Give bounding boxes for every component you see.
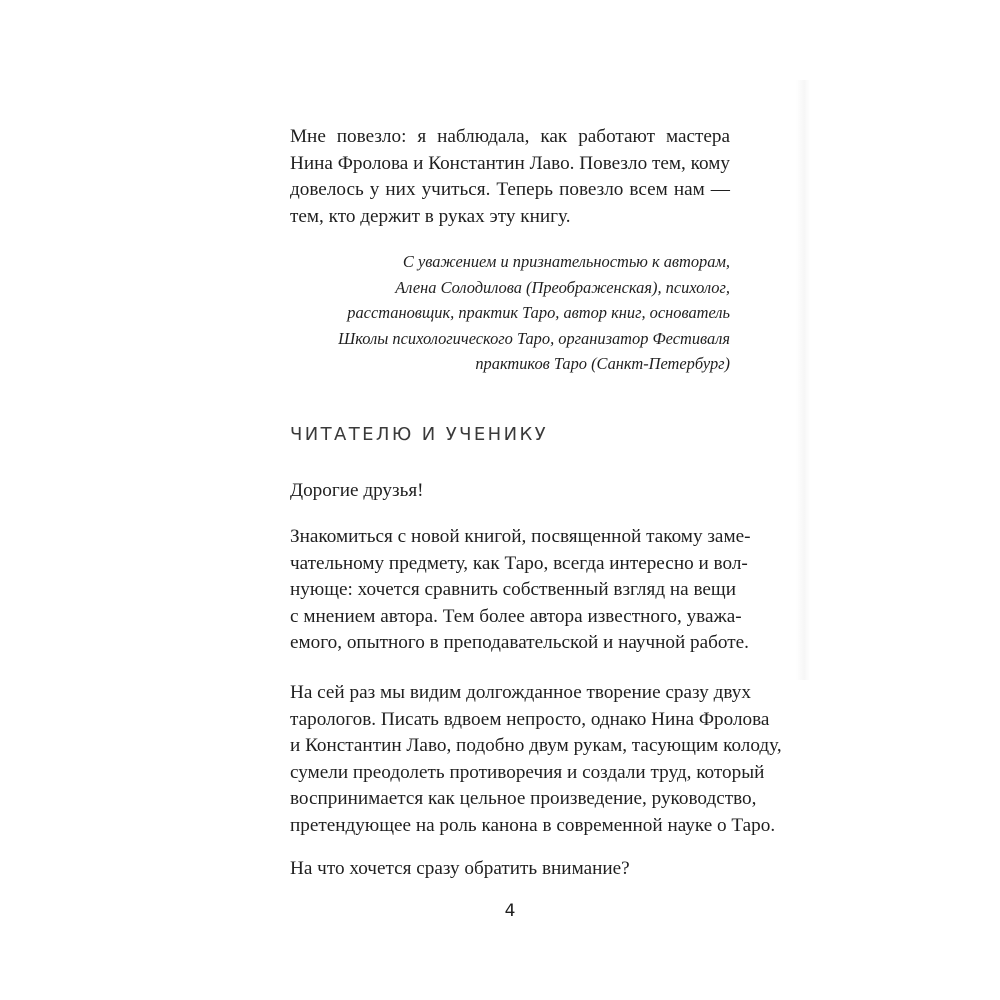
- paragraph-line: воспринимается как цельное произведение, руководство,: [290, 788, 757, 809]
- question-line: На что хочется сразу обратить внимание?: [290, 858, 630, 879]
- paragraph-line: Знакомиться с новой книгой, посвященной такому заме-: [290, 526, 751, 547]
- paragraph-2: [290, 680, 782, 839]
- intro-line: тем, кто держит в руках эту книгу.: [290, 205, 571, 227]
- signature-block: [290, 249, 730, 377]
- intro-line: Мне повезло: я наблюдала, как работают мастера: [290, 126, 730, 147]
- paragraph-line: с мнением автора. Тем более автора известного, уважа-: [290, 605, 742, 627]
- paragraph-line: чательному предмету, как Таро, всегда интересно и вол-: [290, 552, 748, 574]
- signature-line: Алена Солодилова (Преображенская), психолог,: [395, 277, 730, 297]
- page-number: 4: [504, 901, 516, 921]
- signature-line: С уважением и признательностью к авторам,: [402, 252, 730, 271]
- signature-line: Школы психологического Таро, организатор Фестиваля: [338, 328, 730, 348]
- paragraph-line: На сей раз мы видим долгожданное творение сразу двух: [290, 682, 751, 703]
- paragraph-line: сумели преодолеть противоречия и создали труд, который: [290, 761, 765, 783]
- paragraph-line: емого, опытного в преподавательской и научной работе.: [290, 632, 749, 653]
- intro-line: Нина Фролова и Константин Лаво. Повезло тем, кому: [290, 152, 730, 174]
- paragraph-line: нующе: хочется сравнить собственный взгляд на вещи: [290, 579, 736, 600]
- intro-line: довелось у них учиться. Теперь повезло всем нам —: [290, 179, 730, 200]
- greeting-line: Дорогие друзья!: [290, 480, 424, 501]
- signature-line: расстановщик, практик Таро, автор книг, основатель: [347, 303, 730, 322]
- closing-question: [290, 856, 730, 883]
- signature-line: практиков Таро (Санкт-Петербург): [475, 354, 730, 373]
- paragraph-line: тарологов. Писать вдвоем непросто, однако Нина Фролова: [290, 708, 770, 730]
- intro-paragraph: [290, 124, 730, 230]
- paragraph-1: [290, 524, 751, 657]
- paragraph-line: и Константин Лаво, подобно двум рукам, тасующим колоду,: [290, 735, 782, 756]
- paragraph-line: претендующее на роль канона в современной науке о Таро.: [290, 814, 776, 836]
- section-heading: ЧИТАТЕЛЮ И УЧЕНИКУ: [290, 424, 548, 445]
- page-fold-shadow: [796, 80, 810, 680]
- greeting: [290, 478, 730, 505]
